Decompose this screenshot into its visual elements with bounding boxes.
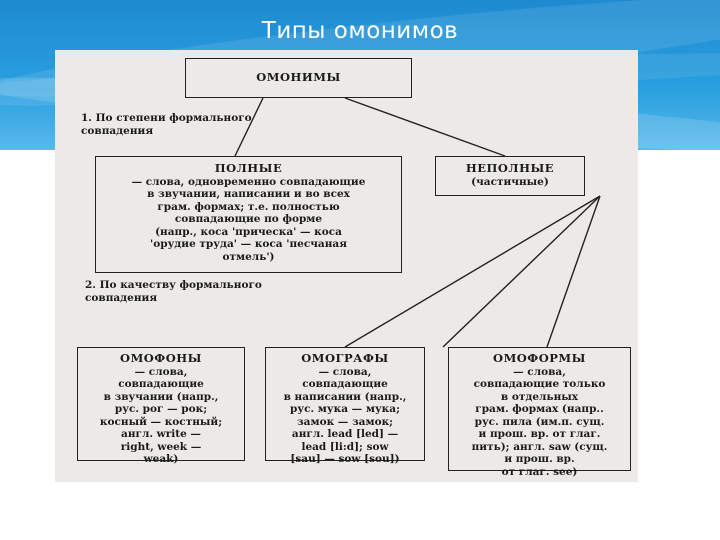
box-homographs-title: ОМОГРАФЫ [301, 351, 389, 365]
box-full-homonyms [95, 156, 402, 273]
box-homographs-text: — слова, совпадающие в написании (напр., рус. мука — мука; замок — замок; англ. lead [led] — lead [li:d]; sow [sau] — sow [sou]) [283, 365, 407, 465]
box-homoforms-title: ОМОФОРМЫ [493, 351, 586, 365]
box-partial-title: НЕПОЛНЫЕ [465, 161, 555, 175]
box-homonyms [185, 58, 412, 98]
slide-title: Типы омонимов [261, 18, 459, 44]
box-homonyms-title: ОМОНИМЫ [256, 70, 341, 84]
box-homographs [265, 347, 425, 465]
connector-root-partial [345, 98, 505, 156]
homonym-diagram [55, 50, 638, 482]
connector-partial-homographs [443, 196, 600, 347]
box-homophones [77, 347, 245, 465]
connector-partial-homoforms [547, 196, 600, 347]
box-partial-text: (частичные) [471, 175, 549, 188]
criterion-2: 2. По качеству формального совпадения [85, 279, 262, 304]
box-full-title: ПОЛНЫЕ [214, 161, 283, 175]
box-partial-homonyms [435, 156, 585, 196]
box-full-text: — слова, одновременно совпадающие в звучании, написании и во всех грам. формах; т.е. полностью совпадающие по форме (напр., коса 'прическа' — коса 'орудие труда' — коса 'песчаная отмель') [131, 175, 366, 263]
box-homoforms [448, 347, 631, 478]
box-homophones-text: — слова, совпадающие в звучании (напр., рус. рог — рок; косный — костный; англ. write — right, week — weak) [99, 365, 223, 465]
box-homoforms-text: — слова, совпадающие только в отдельных грам. формах (напр.. рус. пила (им.п. сущ. и прош. вр. от глаг. пить); англ. saw (сущ. и прош. вр. от глаг. see) [471, 365, 608, 478]
criterion-1: 1. По степени формального совпадения [81, 112, 252, 137]
box-homophones-title: ОМОФОНЫ [120, 351, 202, 365]
